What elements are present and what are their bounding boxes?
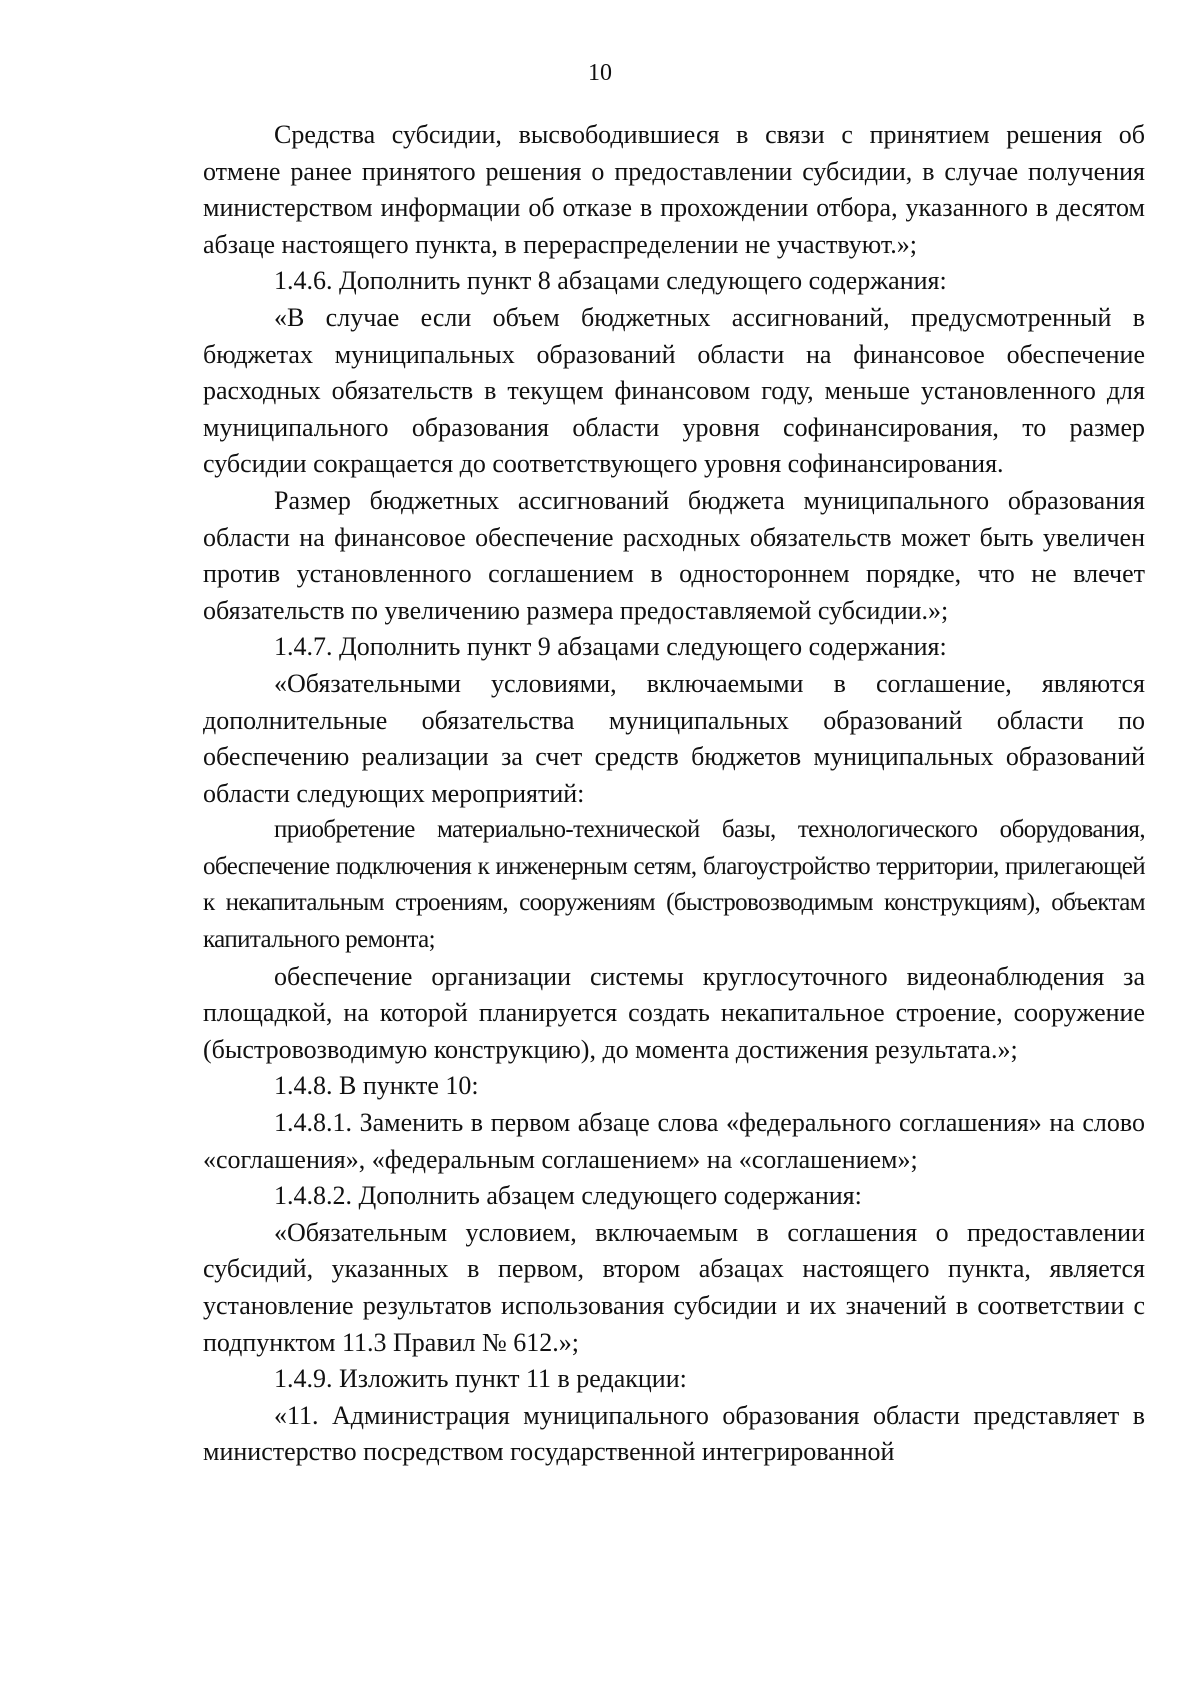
paragraph-item-11-start: «11. Администрация муниципального образования области представляет в министерство посредством государственной интегрированной [203,1400,1145,1467]
paragraph-mandatory-conditions: «Обязательными условиями, включаемыми в соглашение, являются дополнительные обязательства муниципальных образований области по обеспечению реализации за счет средств бюджетов муниципальных образований области следующих мероприятий: [203,668,1145,808]
paragraph-1-4-6-heading: 1.4.6. Дополнить пункт 8 абзацами следующего содержания: [274,266,947,296]
paragraph-mandatory-condition-results: «Обязательным условием, включаемым в соглашения о предоставлении субсидий, указанных в первом, втором абзацах настоящего пункта, является установление результатов использования субсидии и их значений в соответствии с подпунктом 11.3 Правил № 612.»; [203,1217,1145,1357]
page-number: 10 [588,60,612,86]
paragraph-funds-not-redistributed: Средства субсидии, высвободившиеся в связи с принятием решения об отмене ранее принятого решения о предоставлении субсидии, в случае получения министерством информации об отказе в прохождении отбора, указанного в десятом абзаце настоящего пункта, в перераспределении не участвуют.»; [203,120,1145,259]
paragraph-budget-volume-condition: «В случае если объем бюджетных ассигнований, предусмотренный в бюджетах муниципальных образований области на финансовое обеспечение расходных обязательств в текущем финансовом году, меньше установленного для муниципального образования области уровня софинансирования, то размер субсидии сокращается до соответствующего уровня софинансирования. [203,302,1145,479]
paragraph-1-4-8-heading: 1.4.8. В пункте 10: [274,1071,479,1101]
paragraph-1-4-7-heading: 1.4.7. Дополнить пункт 9 абзацами следующего содержания: [274,632,947,662]
paragraph-1-4-9-heading: 1.4.9. Изложить пункт 11 в редакции: [274,1364,687,1394]
paragraph-1-4-8-2: 1.4.8.2. Дополнить абзацем следующего содержания: [274,1181,862,1211]
paragraph-equipment-acquisition: приобретение материально-технической базы, технологического оборудования, обеспечение подключения к инженерным сетям, благоустройство территории, прилегающей к некапитальным строениям, сооружениям (быстровозводимым конструкциям), объектам капитального ремонта; [203,816,1145,954]
paragraph-video-surveillance: обеспечение организации системы круглосуточного видеонаблюдения за площадкой, на которой планируется создать некапитальное строение, сооружение (быстровозводимую конструкцию), до момента достижения результата.»; [203,961,1145,1064]
paragraph-1-4-8-1: 1.4.8.1. Заменить в первом абзаце слова «федерального соглашения» на слово «соглашения», «федеральным соглашением» на «соглашением»; [203,1108,1145,1174]
document-body [203,117,1145,1471]
paragraph-budget-size-increase: Размер бюджетных ассигнований бюджета муниципального образования области на финансовое обеспечение расходных обязательств может быть увеличен против установленного соглашением в одностороннем порядке, что не влечет обязательств по увеличению размера предоставляемой субсидии.»; [203,485,1145,625]
